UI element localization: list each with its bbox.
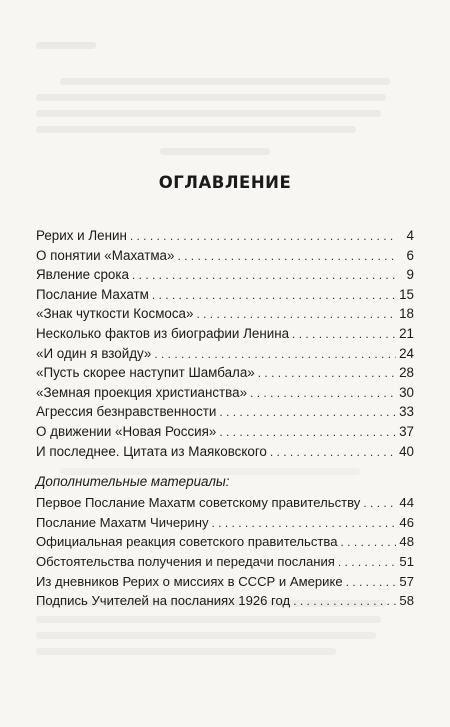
toc-leader-dots [152,286,396,306]
toc-entry [36,246,414,266]
toc-entry-title: Рерих и Ленин [36,228,127,243]
toc-entry-page: 33 [399,404,414,420]
additional-materials-heading: Дополнительные материалы: [36,474,230,490]
toc-leader-dots [154,345,396,365]
toc-entry-title: «И один я взойду» [36,345,152,361]
toc-main-list [36,226,414,461]
toc-entry-title: Послание Махатм [36,286,149,302]
toc-leader-dots [363,494,396,514]
toc-entry-page: 30 [399,384,414,400]
toc-entry [36,324,414,344]
toc-entry [36,226,414,246]
toc-entry-page: 48 [399,534,414,550]
toc-entry [36,285,414,305]
toc-entry-title: О движении «Новая Россия» [36,423,217,439]
toc-leader-dots [346,573,397,593]
toc-leader-dots [341,533,397,553]
toc-leader-dots [258,364,396,384]
toc-entry-page: 24 [399,345,414,361]
toc-entry-title: Из дневников Рерих о миссиях в СССР и Америке [36,573,343,589]
toc-entry-page: 58 [399,593,414,609]
toc-entry-page: 51 [399,553,414,569]
toc-entry-title: И последнее. Цитата из Маяковского [36,443,267,459]
toc-entry-title: Официальная реакция советского правительства [36,534,338,550]
toc-entry-title: Первое Послание Махатм советскому правительству [36,495,361,511]
toc-entry [36,493,414,513]
toc-leader-dots [250,384,396,404]
toc-entry [36,591,414,611]
table-of-contents [36,226,414,611]
toc-entry-title: Агрессия безнравственности [36,404,217,420]
toc-entry [36,363,414,383]
toc-entry [36,552,414,572]
toc-entry [36,383,414,403]
toc-leader-dots [292,325,396,345]
toc-entry-page: 28 [399,365,414,381]
toc-title: ОГЛАВЛЕНИЕ [158,173,292,192]
toc-entry-page: 46 [399,514,414,530]
toc-leader-dots [338,553,397,573]
toc-entry [36,265,414,285]
toc-entry-title: «Земная проекция христианства» [36,384,248,400]
toc-leader-dots [177,247,397,267]
toc-entry-page: 4 [406,228,414,243]
toc-leader-dots [293,592,396,612]
toc-leader-dots [270,443,396,463]
toc-entry [36,344,414,364]
toc-entry-page: 9 [406,267,414,283]
toc-entry [36,572,414,592]
toc-entry [36,402,414,422]
toc-entry-page: 40 [399,443,414,459]
toc-entry-title: О понятии «Махатма» [36,247,175,263]
toc-entry-page: 37 [399,423,414,439]
toc-entry-page: 21 [399,325,414,341]
toc-entry [36,513,414,533]
toc-additional-list [36,493,414,611]
toc-entry-title: Несколько фактов из биографии Ленина [36,325,290,341]
toc-entry-title: Обстоятельства получения и передачи послания [36,553,335,569]
toc-leader-dots [219,403,396,423]
toc-entry [36,304,414,324]
toc-entry-page: 57 [399,573,414,589]
toc-entry-title: Послание Махатм Чичерину [36,514,209,530]
toc-entry [36,422,414,442]
toc-leader-dots [196,305,396,325]
toc-entry-title: «Пусть скорее наступит Шамбала» [36,365,255,381]
toc-entry [36,532,414,552]
toc-leader-dots [130,227,397,247]
toc-entry-page: 15 [399,286,414,302]
toc-entry-title: Явление срока [36,267,129,283]
toc-leader-dots [219,423,396,443]
toc-entry-page: 44 [399,495,414,511]
toc-entry [36,442,414,462]
toc-leader-dots [132,266,397,286]
toc-entry-title: Подпись Учителей на посланиях 1926 год [36,593,291,609]
toc-entry-page: 6 [406,247,414,263]
toc-entry-page: 18 [399,306,414,322]
toc-leader-dots [212,514,397,534]
toc-entry-title: «Знак чуткости Космоса» [36,306,194,322]
